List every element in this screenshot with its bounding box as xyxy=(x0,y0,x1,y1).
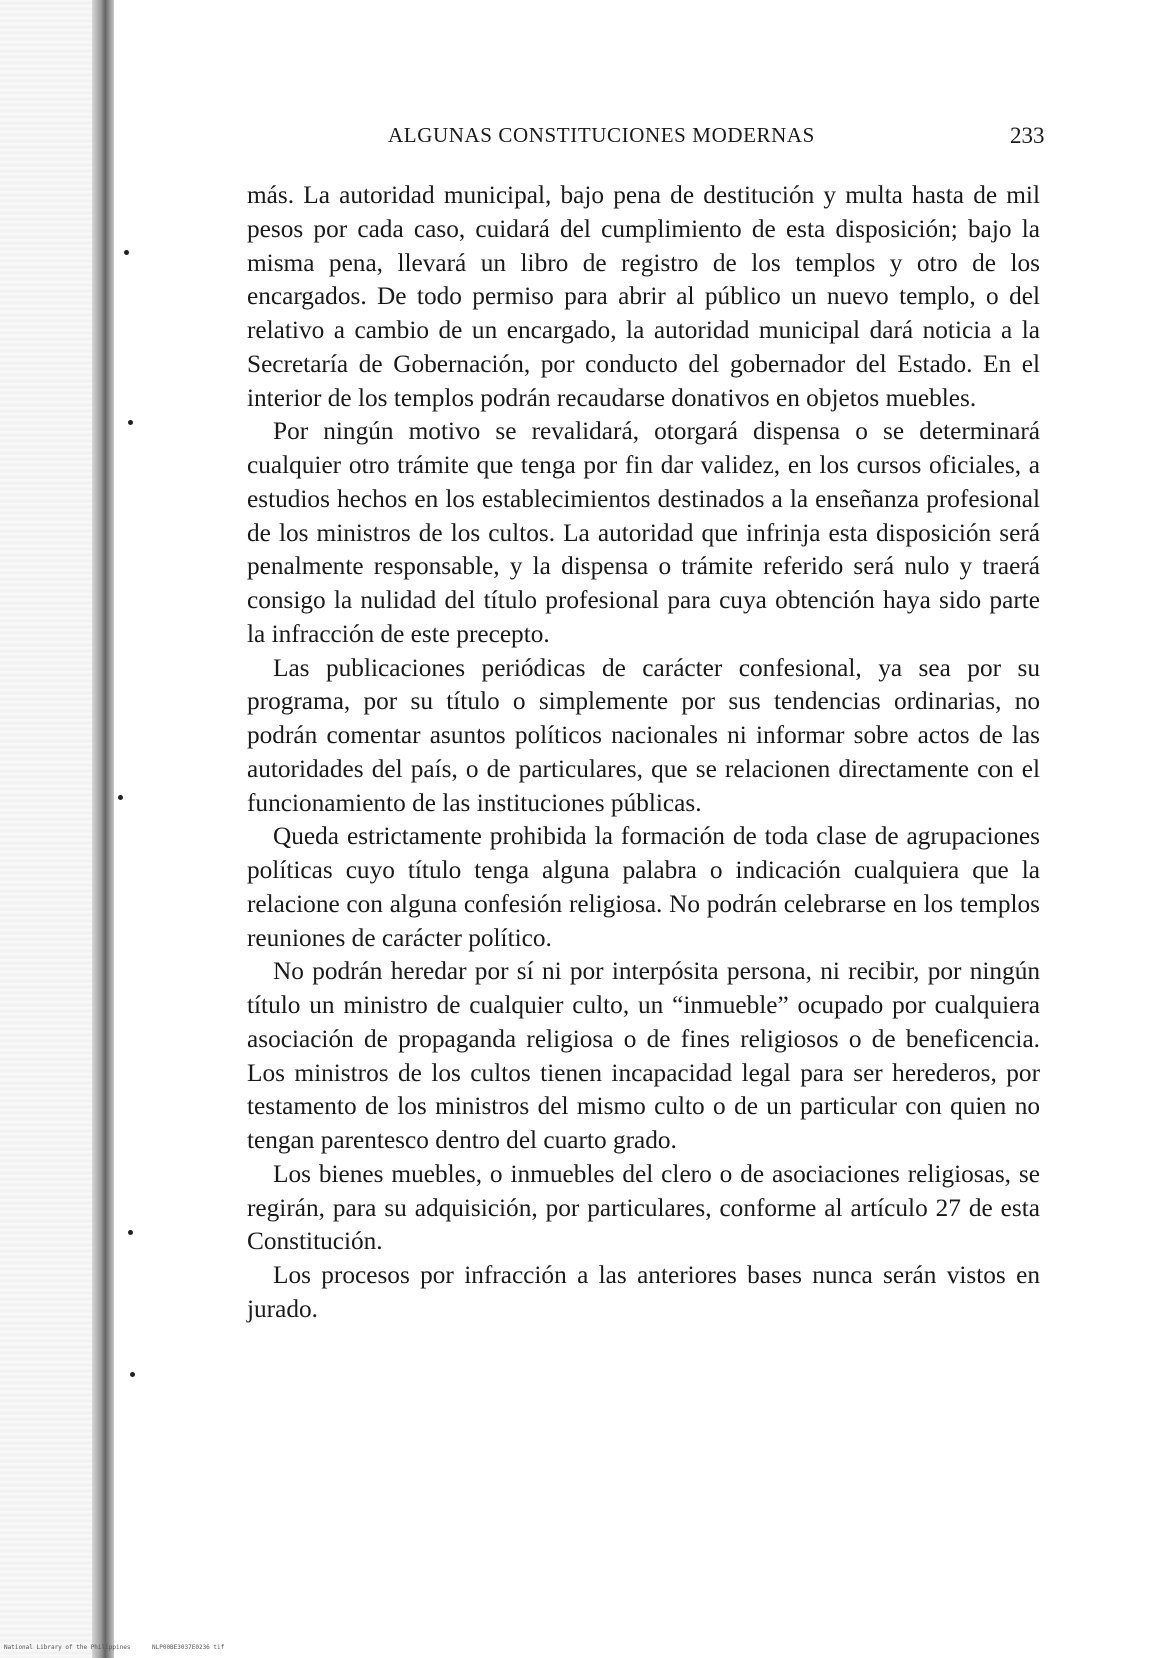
body-text xyxy=(247,179,1040,1327)
running-head: ALGUNAS CONSTITUCIONES MODERNAS xyxy=(388,123,815,147)
paragraph: Por ningún motivo se revalidará, otorgará dispensa o se determinará cualquier otro trámite que tenga por fin dar validez, en los cursos oficiales, a estudios hechos en los establecimientos destinados a la enseñanza profesional de los ministros de los cultos. La autoridad que infrinja esta disposición será penalmente responsable, y la dispensa o trámite referido será nulo y traerá consigo la nulidad del título profesional para cuya obtención haya sido parte la infracción de este precepto. xyxy=(247,417,1040,648)
page-number: 233 xyxy=(1010,123,1045,148)
paragraph: más. La autoridad municipal, bajo pena de destitución y multa hasta de mil pesos por cada caso, cuidará del cumplimiento de esta disposición; bajo la misma pena, llevará un libro de registro de los templos y otro de los encargados. De todo permiso para abrir al público un nuevo templo, o del relativo a cambio de un encargado, la autoridad municipal dará noticia a la Secretaría de Gobernación, por conducto del gobernador del Estado. En el interior de los templos podrán recaudarse donativos en objetos muebles. xyxy=(247,181,1040,412)
paragraph: Queda estrictamente prohibida la formación de toda clase de agrupaciones políticas cuyo título tenga alguna palabra o indicación cualquiera que la relacione con alguna confesión religiosa. No podrán celebrarse en los templos reuniones de carácter político. xyxy=(247,822,1040,952)
scan-speck xyxy=(124,250,129,255)
footer-credit: National Library of the Philippines xyxy=(4,1644,131,1651)
page-header xyxy=(0,123,1159,153)
scan-speck xyxy=(128,1230,133,1235)
scan-speck xyxy=(128,420,133,425)
footer-code: NLP00BE3037E0236 tif xyxy=(152,1644,225,1651)
scan-speck xyxy=(130,1372,135,1377)
scan-speck xyxy=(118,795,123,800)
paragraph: Los bienes muebles, o inmuebles del clero o de asociaciones religiosas, se regirán, para su adquisición, por particulares, conforme al artículo 27 de esta Constitución. xyxy=(247,1159,1040,1256)
binding-edge xyxy=(92,0,114,1658)
binding-edge-shadow xyxy=(0,0,92,1658)
paragraph: No podrán heredar por sí ni por interpósita persona, ni recibir, por ningún título un ministro de cualquier culto, un “inmueble” ocupado por cualquiera asociación de propaganda religiosa o de fines religiosos o de beneficencia. Los ministros de los cultos tienen incapacidad legal para ser herederos, por testamento de los ministros del mismo culto o de un particular con quien no tengan parentesco dentro del cuarto grado. xyxy=(247,957,1040,1154)
paragraph: Las publicaciones periódicas de carácter confesional, ya sea por su programa, por su título o simplemente por sus tendencias ordinarias, no podrán comentar asuntos políticos nacionales ni informar sobre actos de las autoridades del país, o de particulares, que se relacionen directamente con el funcionamiento de las instituciones públicas. xyxy=(247,653,1040,817)
paragraph: Los procesos por infracción a las anteriores bases nunca serán vistos en jurado. xyxy=(247,1261,1040,1323)
